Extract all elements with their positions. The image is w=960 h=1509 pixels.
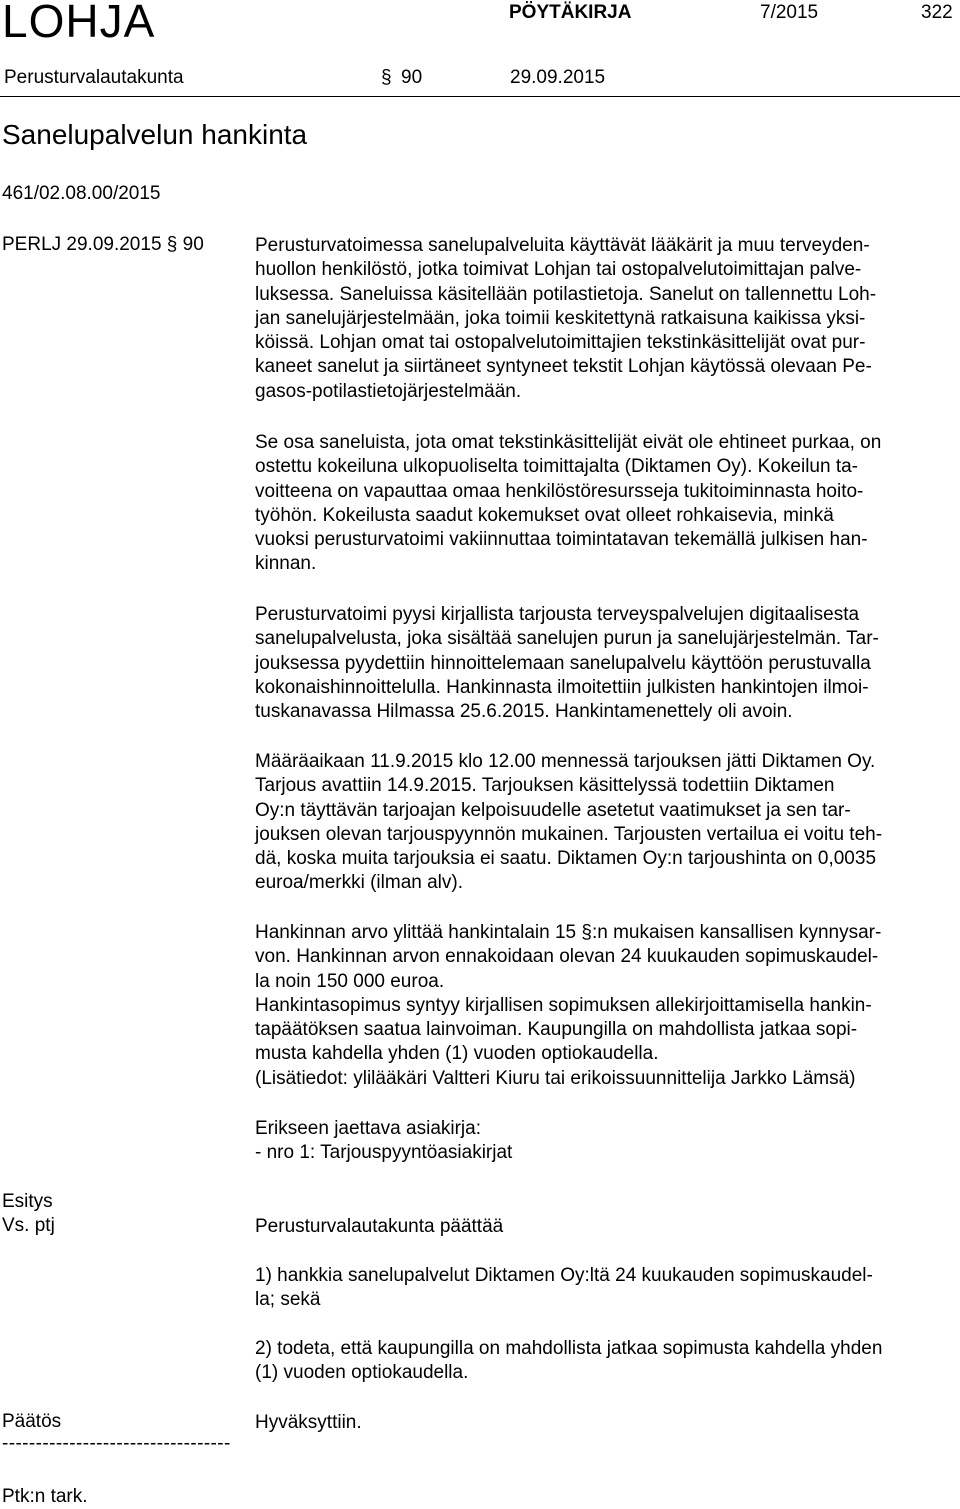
doc-type: PÖYTÄKIRJA [509, 2, 632, 23]
paragraph [255, 603, 958, 724]
meeting-date: 29.09.2015 [510, 67, 606, 88]
paragraph [255, 750, 958, 896]
doc-number: 7/2015 [760, 2, 819, 23]
text-line: ostettu kokeiluna ulkopuoliselta toimittajalta (Diktamen Oy). Kokeilun ta- [255, 456, 859, 478]
text-line: sanelupalvelusta, joka sisältää sanelujen purun ja sanelujärjestelmän. Tar- [255, 628, 879, 650]
footer-label: Ptk:n tark. [2, 1486, 88, 1507]
text-line: (1) vuoden optiokaudella. [255, 1362, 469, 1384]
text-line: gasos-potilastietojärjestelmään. [255, 380, 522, 402]
text-line: kokonaishinnoittelulla. Hankinnasta ilmoitettiin julkisten hankintojen ilmoi- [255, 676, 869, 698]
text-line: Oy:n täyttävän tarjoajan kelpoisuudelle asetetut vaatimukset ja sen tar- [255, 799, 851, 821]
text-line: köissä. Lohjan omat tai ostopalvelutoimittajien tekstinkäsittelijät ovat pur- [255, 332, 866, 354]
text-line: Perusturvatoimi pyysi kirjallista tarjousta terveyspalvelujen digitaalisesta [255, 604, 860, 625]
text-line: luksessa. Saneluissa käsitellään potilastietoja. Sanelut on tallennettu Loh- [255, 283, 877, 305]
paragraph [255, 1117, 958, 1166]
paragraph [255, 234, 958, 404]
text-line: dä, koska muita tarjouksia ei saatu. Diktamen Oy:n tarjoushinta on 0,0035 [255, 848, 877, 870]
text-line: Tarjous avattiin 14.9.2015. Tarjouksen käsittelyssä todettiin Diktamen [255, 775, 835, 797]
text-line: Se osa saneluista, jota omat tekstinkäsittelijät eivät ole ehtineet purkaa, on [255, 432, 882, 453]
section-number: 90 [401, 67, 423, 88]
text-line: la noin 150 000 euroa. [255, 970, 445, 992]
proposal-item-1 [255, 1264, 958, 1313]
text-line: vuoksi perusturvatoimi vakiinnuttaa toimintatavan tekemällä julkisen han- [255, 529, 868, 551]
paragraph [255, 921, 958, 1091]
ref-label: PERLJ 29.09.2015 § 90 [2, 234, 204, 255]
committee-name: Perusturvalautakunta [4, 67, 184, 88]
text-line: jan sanelujärjestelmään, joka toimii keskitettynä ratkaisuna kaikissa yksi- [255, 307, 866, 329]
proposal-intro-text: Perusturvalautakunta päättää [255, 1216, 504, 1237]
text-line: tapäätöksen saatua lainvoiman. Kaupungilla on mahdollista jatkaa sopi- [255, 1019, 858, 1041]
page-number: 322 [921, 2, 953, 23]
text-line: työhön. Kokeilusta saadut kokemukset ovat olleet rohkaisevia, minkä [255, 504, 834, 526]
proposal-intro [255, 1215, 958, 1239]
text-line: (Lisätiedot: ylilääkäri Valtteri Kiuru tai erikoissuunnittelija Jarkko Lämsä) [255, 1067, 856, 1089]
text-line: Hankinnan arvo ylittää hankintalain 15 §:n mukaisen kansallisen kynnysar- [255, 922, 882, 943]
text-line: von. Hankinnan arvon ennakoidaan olevan 24 kuukauden sopimuskaudel- [255, 946, 879, 968]
page-title: Sanelupalvelun hankinta [2, 119, 308, 150]
text-line: 2) todeta, että kaupungilla on mahdollista jatkaa sopimusta kahdella yhden [255, 1338, 883, 1359]
header-rule [0, 96, 960, 97]
text-line: voitteena on vapauttaa omaa henkilöstöresursseja tukitoiminnasta hoito- [255, 480, 864, 502]
text-line: jouksessa pyydettiin hinnoittelemaan sanelupalvelu käyttöön perustuvalla [255, 652, 871, 674]
text-line: Erikseen jaettava asiakirja: [255, 1118, 481, 1139]
text-line: tuskanavassa Hilmassa 25.6.2015. Hankintamenettely oli avoin. [255, 701, 793, 723]
text-line: - nro 1: Tarjouspyyntöasiakirjat [255, 1142, 513, 1164]
text-line: musta kahdella yhden (1) vuoden optiokaudella. [255, 1043, 659, 1065]
separator: ---------------------------------- [2, 1433, 231, 1454]
text-line: Perusturvatoimessa sanelupalveluita käyttävät lääkärit ja muu terveyden- [255, 235, 870, 256]
text-line: kaneet sanelut ja siirtäneet syntyneet tekstit Lohjan käytössä olevaan Pe- [255, 356, 872, 378]
decision-text: Hyväksyttiin. [255, 1412, 362, 1433]
diary-number: 461/02.08.00/2015 [2, 183, 161, 204]
text-line: la; sekä [255, 1289, 321, 1311]
text-line: kinnan. [255, 553, 317, 575]
text-line: euroa/merkki (ilman alv). [255, 872, 463, 894]
text-line: huollon henkilöstö, jotka toimivat Lohjan tai ostopalvelutoimittajan palve- [255, 259, 862, 281]
decision-label: Päätös [2, 1411, 62, 1432]
logo: LOHJA [2, 0, 156, 47]
proposal-item-2 [255, 1337, 958, 1386]
paragraph [255, 431, 958, 577]
text-line: Hankintasopimus syntyy kirjallisen sopimuksen allekirjoittamisella hankin- [255, 994, 872, 1016]
text-line: 1) hankkia sanelupalvelut Diktamen Oy:ltä 24 kuukauden sopimuskaudel- [255, 1265, 873, 1286]
proposal-label: Esitys [2, 1191, 53, 1212]
decision-text-block [255, 1411, 958, 1435]
text-line: jouksen olevan tarjouspyynnön mukainen. Tarjousten vertailua ei voitu teh- [255, 823, 883, 845]
presenter-label: Vs. ptj [2, 1215, 55, 1236]
section-symbol: § [381, 67, 392, 88]
text-line: Määräaikaan 11.9.2015 klo 12.00 mennessä tarjouksen jätti Diktamen Oy. [255, 751, 876, 772]
